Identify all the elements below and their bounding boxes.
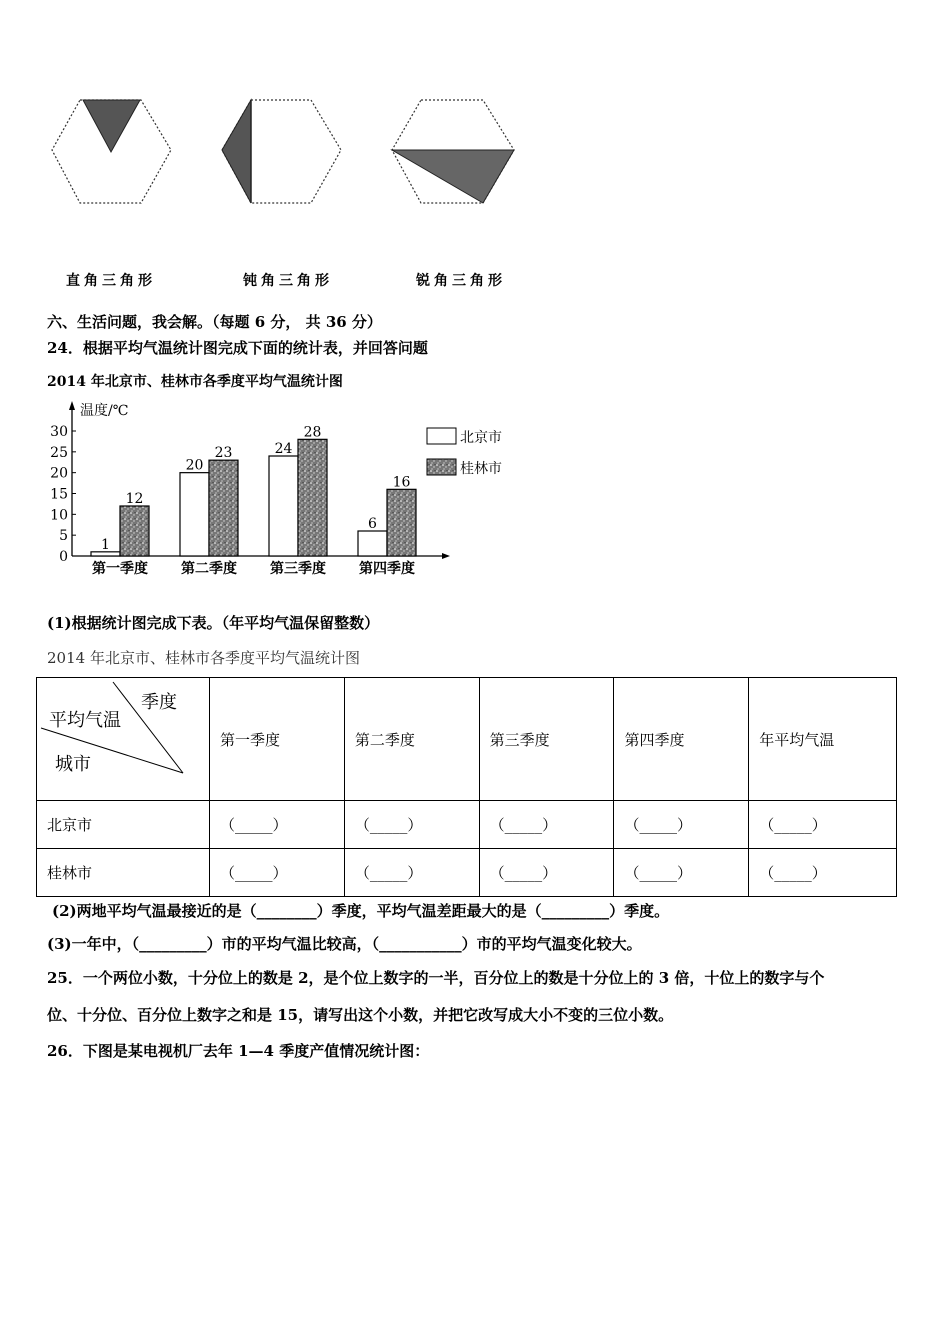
y-tick-label: 30 xyxy=(50,424,68,440)
bar-value-label: 28 xyxy=(303,424,322,441)
corner-diagonals xyxy=(37,678,219,800)
blank-cell[interactable]: （_____） xyxy=(210,801,345,849)
legend-swatch-beijing xyxy=(427,428,456,444)
blank-cell[interactable]: （_____） xyxy=(614,849,749,897)
q25-line2: 位、十分位、百分位上数字之和是 15，请写出这个小数，并把它改写成大小不变的三位小数。 xyxy=(47,1006,674,1024)
legend-swatch-guilin xyxy=(427,459,456,475)
caption-acute-triangle: 锐角三角形 xyxy=(416,273,506,289)
bar-guilin xyxy=(387,489,416,556)
corner-city: 城市 xyxy=(55,754,91,775)
y-tick-label: 5 xyxy=(59,528,68,545)
y-axis-arrow xyxy=(69,401,75,410)
bar-value-label: 20 xyxy=(185,457,204,474)
bar-beijing xyxy=(269,456,298,556)
caption-right-triangle: 直角三角形 xyxy=(66,273,156,289)
y-tick-label: 0 xyxy=(59,549,68,565)
bar-beijing xyxy=(358,531,387,556)
bar-guilin xyxy=(120,506,149,556)
y-axis-label: 温度/℃ xyxy=(80,403,129,419)
caption-obtuse-triangle: 钝角三角形 xyxy=(243,273,333,289)
corner-avg-temp: 平均气温 xyxy=(49,710,121,731)
blank-cell[interactable]: （_____） xyxy=(479,849,614,897)
blank-cell[interactable]: （_____） xyxy=(344,849,479,897)
section-title: 六、生活问题，我会解。（每题 6 分， 共 36 分） xyxy=(47,313,382,331)
blank-cell[interactable]: （_____） xyxy=(749,801,897,849)
bar-beijing xyxy=(180,473,209,556)
bar-guilin xyxy=(298,439,327,556)
q24-prompt: 24．根据平均气温统计图完成下面的统计表，并回答问题 xyxy=(47,339,428,357)
header-q4: 第四季度 xyxy=(614,678,749,801)
q24-part1: (1)根据统计图完成下表。（年平均气温保留整数） xyxy=(47,614,380,632)
bar-value-label: 12 xyxy=(125,491,144,507)
header-q1: 第一季度 xyxy=(210,678,345,801)
blank-cell[interactable]: （_____） xyxy=(210,849,345,897)
blank-cell[interactable]: （_____） xyxy=(749,849,897,897)
legend-label: 桂林市 xyxy=(460,461,502,477)
legend-label: 北京市 xyxy=(460,430,502,446)
header-q3: 第三季度 xyxy=(479,678,614,801)
bar-value-label: 23 xyxy=(214,445,233,462)
table-row xyxy=(37,849,897,897)
table-title: 2014 年北京市、桂林市各季度平均气温统计图 xyxy=(47,649,360,667)
stat-table xyxy=(36,677,897,897)
hexagon-obtuse-triangle xyxy=(218,95,348,210)
row-city-guilin: 桂林市 xyxy=(37,849,210,897)
header-annual: 年平均气温 xyxy=(749,678,897,801)
x-axis-arrow xyxy=(442,553,450,559)
y-tick-label: 10 xyxy=(50,507,68,524)
table-corner xyxy=(37,678,210,801)
q24-part2: (2)两地平均气温最接近的是（________）季度，平均气温差距最大的是（_________）季度。 xyxy=(52,902,670,920)
header-q2: 第二季度 xyxy=(344,678,479,801)
chart-title: 2014 年北京市、桂林市各季度平均气温统计图 xyxy=(47,374,343,390)
bar-value-label: 24 xyxy=(274,441,293,457)
q26-prompt: 26．下图是某电视机厂去年 1—4 季度产值情况统计图： xyxy=(47,1042,430,1060)
q25-line1: 25．一个两位小数，十分位上的数是 2，是个位上数字的一半，百分位上的数是十分位上的 3 倍，十位上的数字与个 xyxy=(47,969,825,987)
table-row xyxy=(37,801,897,849)
q24-part3: (3)一年中，（_________）市的平均气温比较高，（___________）市的平均气温变化较大。 xyxy=(47,935,642,953)
corner-season: 季度 xyxy=(141,692,177,713)
blank-cell[interactable]: （_____） xyxy=(614,801,749,849)
hexagon-right-triangle xyxy=(48,95,178,210)
y-tick-label: 20 xyxy=(50,465,68,482)
x-tick-label: 第三季度 xyxy=(270,561,326,577)
x-tick-label: 第四季度 xyxy=(359,561,415,577)
y-tick-label: 15 xyxy=(50,486,68,503)
bar-value-label: 16 xyxy=(392,474,411,491)
blank-cell[interactable]: （_____） xyxy=(479,801,614,849)
bar-value-label: 6 xyxy=(368,516,377,532)
hexagon-acute-triangle xyxy=(388,95,523,210)
row-city-beijing: 北京市 xyxy=(37,801,210,849)
x-tick-label: 第一季度 xyxy=(92,561,148,577)
blank-cell[interactable]: （_____） xyxy=(344,801,479,849)
bar-guilin xyxy=(209,460,238,556)
temperature-bar-chart xyxy=(40,398,520,588)
x-tick-label: 第二季度 xyxy=(181,561,237,577)
y-tick-label: 25 xyxy=(50,444,68,461)
bar-value-label: 1 xyxy=(101,536,110,553)
